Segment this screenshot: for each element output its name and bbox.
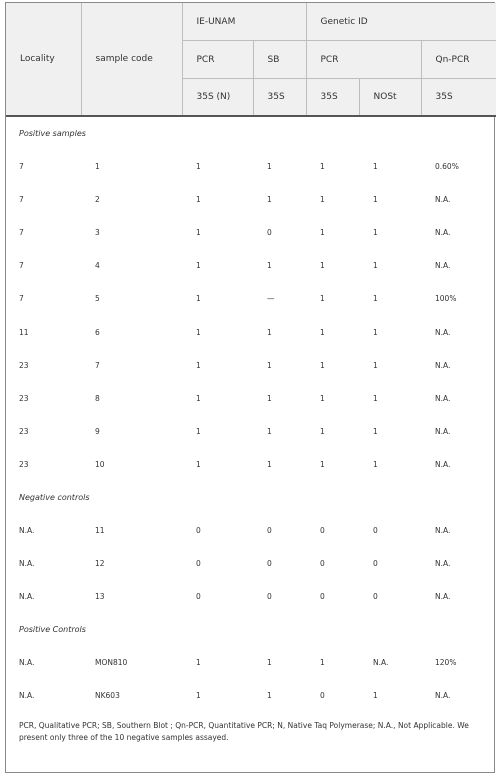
table-cell: 0 xyxy=(320,592,325,602)
table-cell: 1 xyxy=(373,261,378,271)
table-cell: 1 xyxy=(320,459,325,469)
table-cell: 1 xyxy=(373,294,378,304)
table-cell: 1 xyxy=(196,327,201,337)
table-cell: 0 xyxy=(373,525,378,535)
table-cell: 1 xyxy=(373,360,378,370)
table-cell: 1 xyxy=(267,691,272,701)
table-cell: 0 xyxy=(267,592,272,602)
section-title: Positive Controls xyxy=(19,625,86,635)
table-cell: 1 xyxy=(373,195,378,205)
section-title: Negative controls xyxy=(19,492,90,502)
table-cell: 1 xyxy=(373,228,378,238)
table-cell: N.A. xyxy=(435,592,451,602)
table-cell: N.A. xyxy=(435,393,451,403)
table-cell: N.A. xyxy=(19,525,35,535)
subheader-35s-n: 35S (N) xyxy=(182,79,253,117)
table-cell: 13 xyxy=(95,592,105,602)
table-cell: 1 xyxy=(196,261,201,271)
header-qn-pcr: Qn-PCR xyxy=(421,41,496,79)
table-cell: 1 xyxy=(320,327,325,337)
table-cell: 1 xyxy=(196,228,201,238)
header-pcr-genetic: PCR xyxy=(306,41,421,79)
table-cell: 0 xyxy=(196,559,201,569)
table-cell: 1 xyxy=(196,393,201,403)
table-cell: 1 xyxy=(196,459,201,469)
header-ie-unam: IE-UNAM xyxy=(182,3,306,41)
table-cell: 1 xyxy=(267,261,272,271)
table-row xyxy=(6,183,496,216)
table-cell: 1 xyxy=(196,426,201,436)
table-cell: 1 xyxy=(267,658,272,668)
table-cell: 1 xyxy=(267,393,272,403)
table-cell: 1 xyxy=(196,360,201,370)
table-cell: 9 xyxy=(95,426,100,436)
table-cell: 1 xyxy=(267,195,272,205)
section-header-row xyxy=(6,116,496,150)
table-cell: 0 xyxy=(373,592,378,602)
table-cell: 1 xyxy=(196,294,201,304)
section-header-row xyxy=(6,613,496,646)
table-cell: 11 xyxy=(19,327,29,337)
table-cell: 1 xyxy=(373,162,378,172)
table-footnote: PCR, Qualitative PCR; SB, Southern Blot ; Qn-PCR, Quantitative PCR; N, Native Taq Polymerase; N.A., Not Applicable. We present only three of the 10 negative samples assayed. xyxy=(19,721,469,743)
table-cell: 1 xyxy=(373,426,378,436)
table-cell: 100% xyxy=(435,294,457,304)
table-cell: N.A. xyxy=(373,658,389,668)
table-row xyxy=(6,415,496,448)
table-cell: 7 xyxy=(95,360,100,370)
table-cell: 1 xyxy=(373,327,378,337)
table-cell: 1 xyxy=(320,195,325,205)
table-cell: N.A. xyxy=(19,592,35,602)
table-cell: 0 xyxy=(320,691,325,701)
table-cell: 0 xyxy=(196,525,201,535)
table-row xyxy=(6,150,496,183)
table-row xyxy=(6,349,496,382)
table-cell: 0 xyxy=(320,559,325,569)
table-row xyxy=(6,646,496,679)
table-row xyxy=(6,382,496,415)
table-cell: 4 xyxy=(95,261,100,271)
table-row xyxy=(6,448,496,481)
table-cell: 1 xyxy=(320,393,325,403)
table-cell: 2 xyxy=(95,195,100,205)
table-row xyxy=(6,249,496,282)
table-cell: N.A. xyxy=(435,195,451,205)
table-row xyxy=(6,514,496,547)
table-figure xyxy=(5,2,495,773)
table-cell: N.A. xyxy=(435,261,451,271)
table-cell: 1 xyxy=(373,691,378,701)
table-cell: 1 xyxy=(95,162,100,172)
table-cell: N.A. xyxy=(19,559,35,569)
table-cell: 1 xyxy=(267,459,272,469)
header-locality: Locality xyxy=(6,3,81,116)
results-table xyxy=(6,3,496,712)
table-cell: NK603 xyxy=(95,691,120,701)
table-cell: 6 xyxy=(95,327,100,337)
table-cell: 1 xyxy=(320,228,325,238)
table-cell: 1 xyxy=(320,426,325,436)
header-pcr-ie: PCR xyxy=(182,41,253,79)
header-sb: SB xyxy=(253,41,306,79)
table-cell: 7 xyxy=(19,261,24,271)
table-cell: 23 xyxy=(19,360,29,370)
table-cell: N.A. xyxy=(19,658,35,668)
subheader-35s-sb: 35S xyxy=(253,79,306,117)
table-cell: 3 xyxy=(95,228,100,238)
table-cell: 1 xyxy=(196,658,201,668)
table-cell: 7 xyxy=(19,294,24,304)
table-cell: 0 xyxy=(373,559,378,569)
table-cell: 23 xyxy=(19,393,29,403)
table-cell: 120% xyxy=(435,658,457,668)
subheader-35s-qn: 35S xyxy=(421,79,496,117)
table-row xyxy=(6,580,496,613)
table-cell: 23 xyxy=(19,426,29,436)
table-cell: 1 xyxy=(373,459,378,469)
table-row xyxy=(6,315,496,348)
subheader-nost: NOSt xyxy=(359,79,421,117)
table-cell: 10 xyxy=(95,459,105,469)
table-cell: 1 xyxy=(320,261,325,271)
table-cell: N.A. xyxy=(435,360,451,370)
table-cell: 1 xyxy=(196,691,201,701)
table-cell: 5 xyxy=(95,294,100,304)
table-cell: MON810 xyxy=(95,658,128,668)
table-cell: — xyxy=(267,294,275,304)
table-row xyxy=(6,216,496,249)
table-cell: 7 xyxy=(19,228,24,238)
table-cell: N.A. xyxy=(19,691,35,701)
table-cell: N.A. xyxy=(435,426,451,436)
table-row xyxy=(6,282,496,315)
table-cell: N.A. xyxy=(435,327,451,337)
table-cell: 1 xyxy=(373,393,378,403)
table-cell: N.A. xyxy=(435,459,451,469)
table-cell: N.A. xyxy=(435,691,451,701)
table-cell: 23 xyxy=(19,459,29,469)
table-cell: 8 xyxy=(95,393,100,403)
table-cell: 1 xyxy=(267,327,272,337)
table-cell: 0 xyxy=(320,525,325,535)
table-cell: 11 xyxy=(95,525,105,535)
table-cell: 0 xyxy=(267,228,272,238)
table-cell: 1 xyxy=(196,195,201,205)
header-genetic-id: Genetic ID xyxy=(306,3,496,41)
table-cell: 0.60% xyxy=(435,162,459,172)
table-cell: 0 xyxy=(196,592,201,602)
table-body xyxy=(6,116,496,712)
table-cell: 1 xyxy=(267,162,272,172)
section-title: Positive samples xyxy=(19,129,86,138)
table-cell: 12 xyxy=(95,559,105,569)
table-cell: 1 xyxy=(267,426,272,436)
table-cell: 1 xyxy=(320,658,325,668)
table-cell: 1 xyxy=(267,360,272,370)
table-row xyxy=(6,679,496,712)
table-cell: 7 xyxy=(19,162,24,172)
table-cell: 0 xyxy=(267,559,272,569)
table-cell: 1 xyxy=(320,360,325,370)
subheader-35s-pcr: 35S xyxy=(306,79,359,117)
table-cell: 0 xyxy=(267,525,272,535)
table-cell: 1 xyxy=(320,294,325,304)
table-cell: 7 xyxy=(19,195,24,205)
table-cell: N.A. xyxy=(435,559,451,569)
table-cell: N.A. xyxy=(435,525,451,535)
table-cell: 1 xyxy=(196,162,201,172)
table-cell: N.A. xyxy=(435,228,451,238)
table-cell: 1 xyxy=(320,162,325,172)
table-row xyxy=(6,547,496,580)
header-sample-code: sample code xyxy=(81,3,182,116)
section-header-row xyxy=(6,481,496,514)
